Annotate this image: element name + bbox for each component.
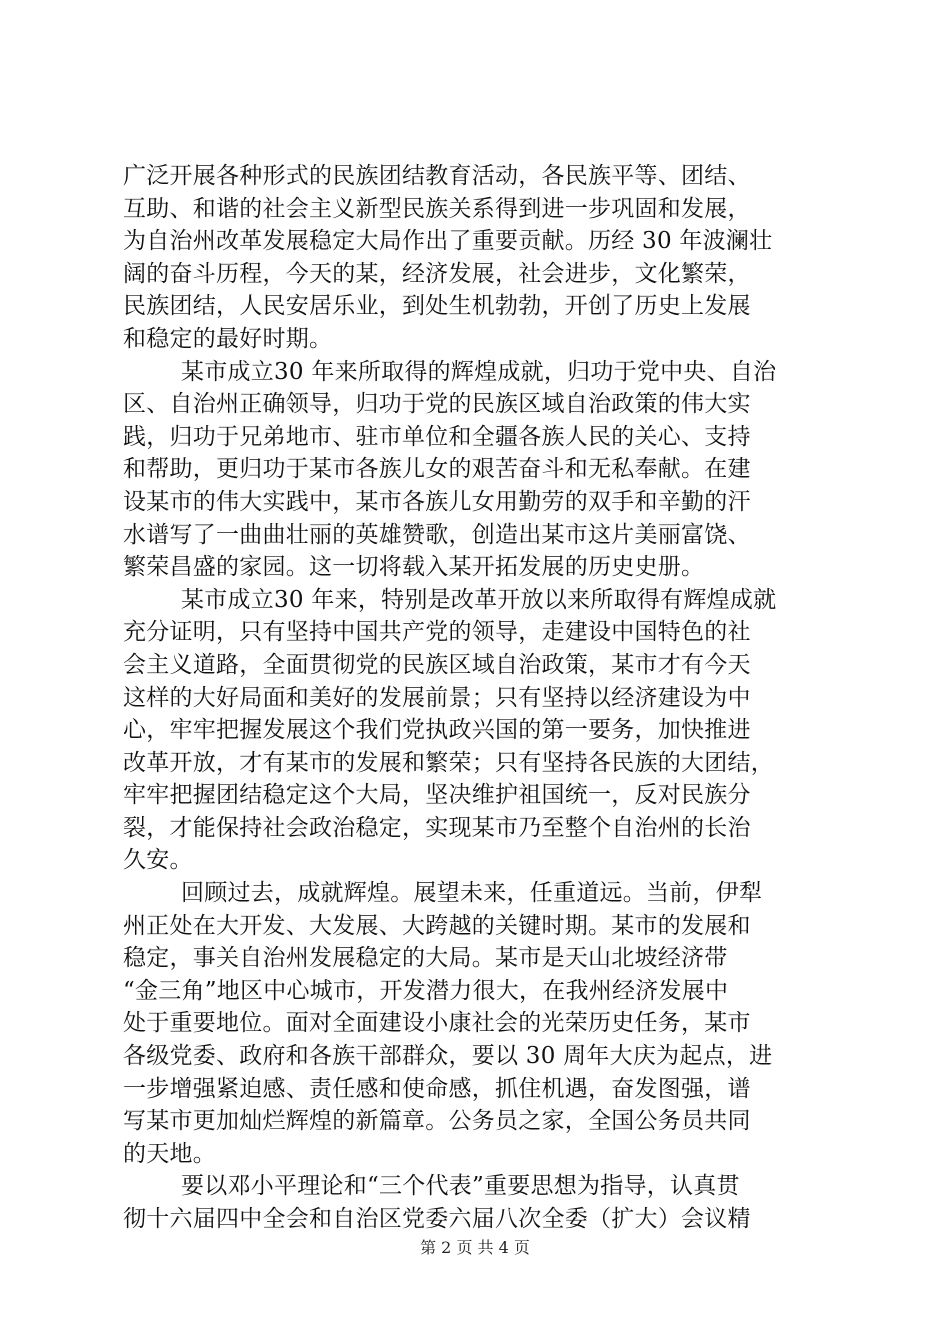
text-line: 会主义道路，全面贯彻党的民族区域自治政策，某市才有今天 xyxy=(123,651,751,678)
text-line: 设某市的伟大实践中，某市各族儿女用勤劳的双手和辛勤的汗 xyxy=(123,488,751,515)
text-line: 裂，才能保持社会政治稳定，实现某市乃至整个自治州的长治 xyxy=(123,814,751,841)
paragraph xyxy=(123,584,833,877)
text-line: 践，归功于兄弟地市、驻市单位和全疆各族人民的关心、支持 xyxy=(123,423,751,450)
text-line: 彻十六届四中全会和自治区党委六届八次全委（扩大）会议精 xyxy=(123,1206,751,1232)
text-line: 充分证明，只有坚持中国共产党的领导，走建设中国特色的社 xyxy=(123,619,751,646)
text-line: “金三角”地区中心城市，开发潜力很大，在我州经济发展中 xyxy=(123,977,729,1004)
text-line: 改革开放，才有某市的发展和繁荣；只有坚持各民族的大团结， xyxy=(123,749,774,776)
text-line: 牢牢把握团结稳定这个大局，坚决维护祖国统一，反对民族分 xyxy=(123,782,751,809)
text-line: 一步增强紧迫感、责任感和使命感，抓住机遇，奋发图强，谱 xyxy=(123,1075,751,1102)
text-line: 写某市更加灿烂辉煌的新篇章。公务员之家，全国公务员共同 xyxy=(123,1108,751,1135)
paragraph xyxy=(123,1170,833,1235)
paragraph xyxy=(123,877,833,1170)
text-line: 这样的大好局面和美好的发展前景；只有坚持以经济建设为中 xyxy=(123,684,751,711)
text-line: 繁荣昌盛的家园。这一切将载入某开拓发展的历史史册。 xyxy=(123,554,705,581)
text-line: 回顾过去，成就辉煌。展望未来，任重道远。当前，伊犁 xyxy=(181,880,763,907)
text-line: 久安。 xyxy=(123,847,193,874)
text-line: 心，牢牢把握发展这个我们党执政兴国的第一要务，加快推进 xyxy=(123,717,751,744)
paragraph xyxy=(123,356,833,584)
text-line: 某市成立30 年来所取得的辉煌成就，归功于党中央、自治 xyxy=(181,358,777,385)
text-line: 处于重要地位。面对全面建设小康社会的光荣历史任务，某市 xyxy=(123,1010,751,1037)
text-line: 水谱写了一曲曲壮丽的英雄赞歌，创造出某市这片美丽富饶、 xyxy=(123,521,751,548)
paragraph xyxy=(123,160,833,356)
text-line: 互助、和谐的社会主义新型民族关系得到进一步巩固和发展， xyxy=(123,195,751,222)
document-body xyxy=(123,160,833,1236)
text-line: 区、自治州正确领导，归功于党的民族区域自治政策的伟大实 xyxy=(123,391,751,418)
text-line: 阔的奋斗历程，今天的某，经济发展，社会进步，文化繁荣， xyxy=(123,260,751,287)
text-line: 州正处在大开发、大发展、大跨越的关键时期。某市的发展和 xyxy=(123,912,751,939)
text-line: 和帮助，更归功于某市各族儿女的艰苦奋斗和无私奉献。在建 xyxy=(123,456,751,483)
text-line: 某市成立30 年来，特别是改革开放以来所取得有辉煌成就 xyxy=(181,586,777,613)
text-line: 和稳定的最好时期。 xyxy=(123,325,333,352)
page-footer: 第 2 页 共 4 页 xyxy=(420,1238,530,1257)
text-line: 各级党委、政府和各族干部群众，要以 30 周年大庆为起点，进 xyxy=(123,1043,773,1070)
text-line: 稳定，事关自治州发展稳定的大局。某市是天山北坡经济带 xyxy=(123,945,728,972)
text-line: 民族团结，人民安居乐业，到处生机勃勃，开创了历史上发展 xyxy=(123,293,751,320)
text-line: 为自治州改革发展稳定大局作出了重要贡献。历经 30 年波澜壮 xyxy=(123,228,773,255)
text-line: 的天地。 xyxy=(123,1140,216,1167)
text-line: 广泛开展各种形式的民族团结教育活动，各民族平等、团结、 xyxy=(123,163,751,189)
text-line: 要以邓小平理论和“三个代表”重要思想为指导，认真贯 xyxy=(181,1173,740,1200)
